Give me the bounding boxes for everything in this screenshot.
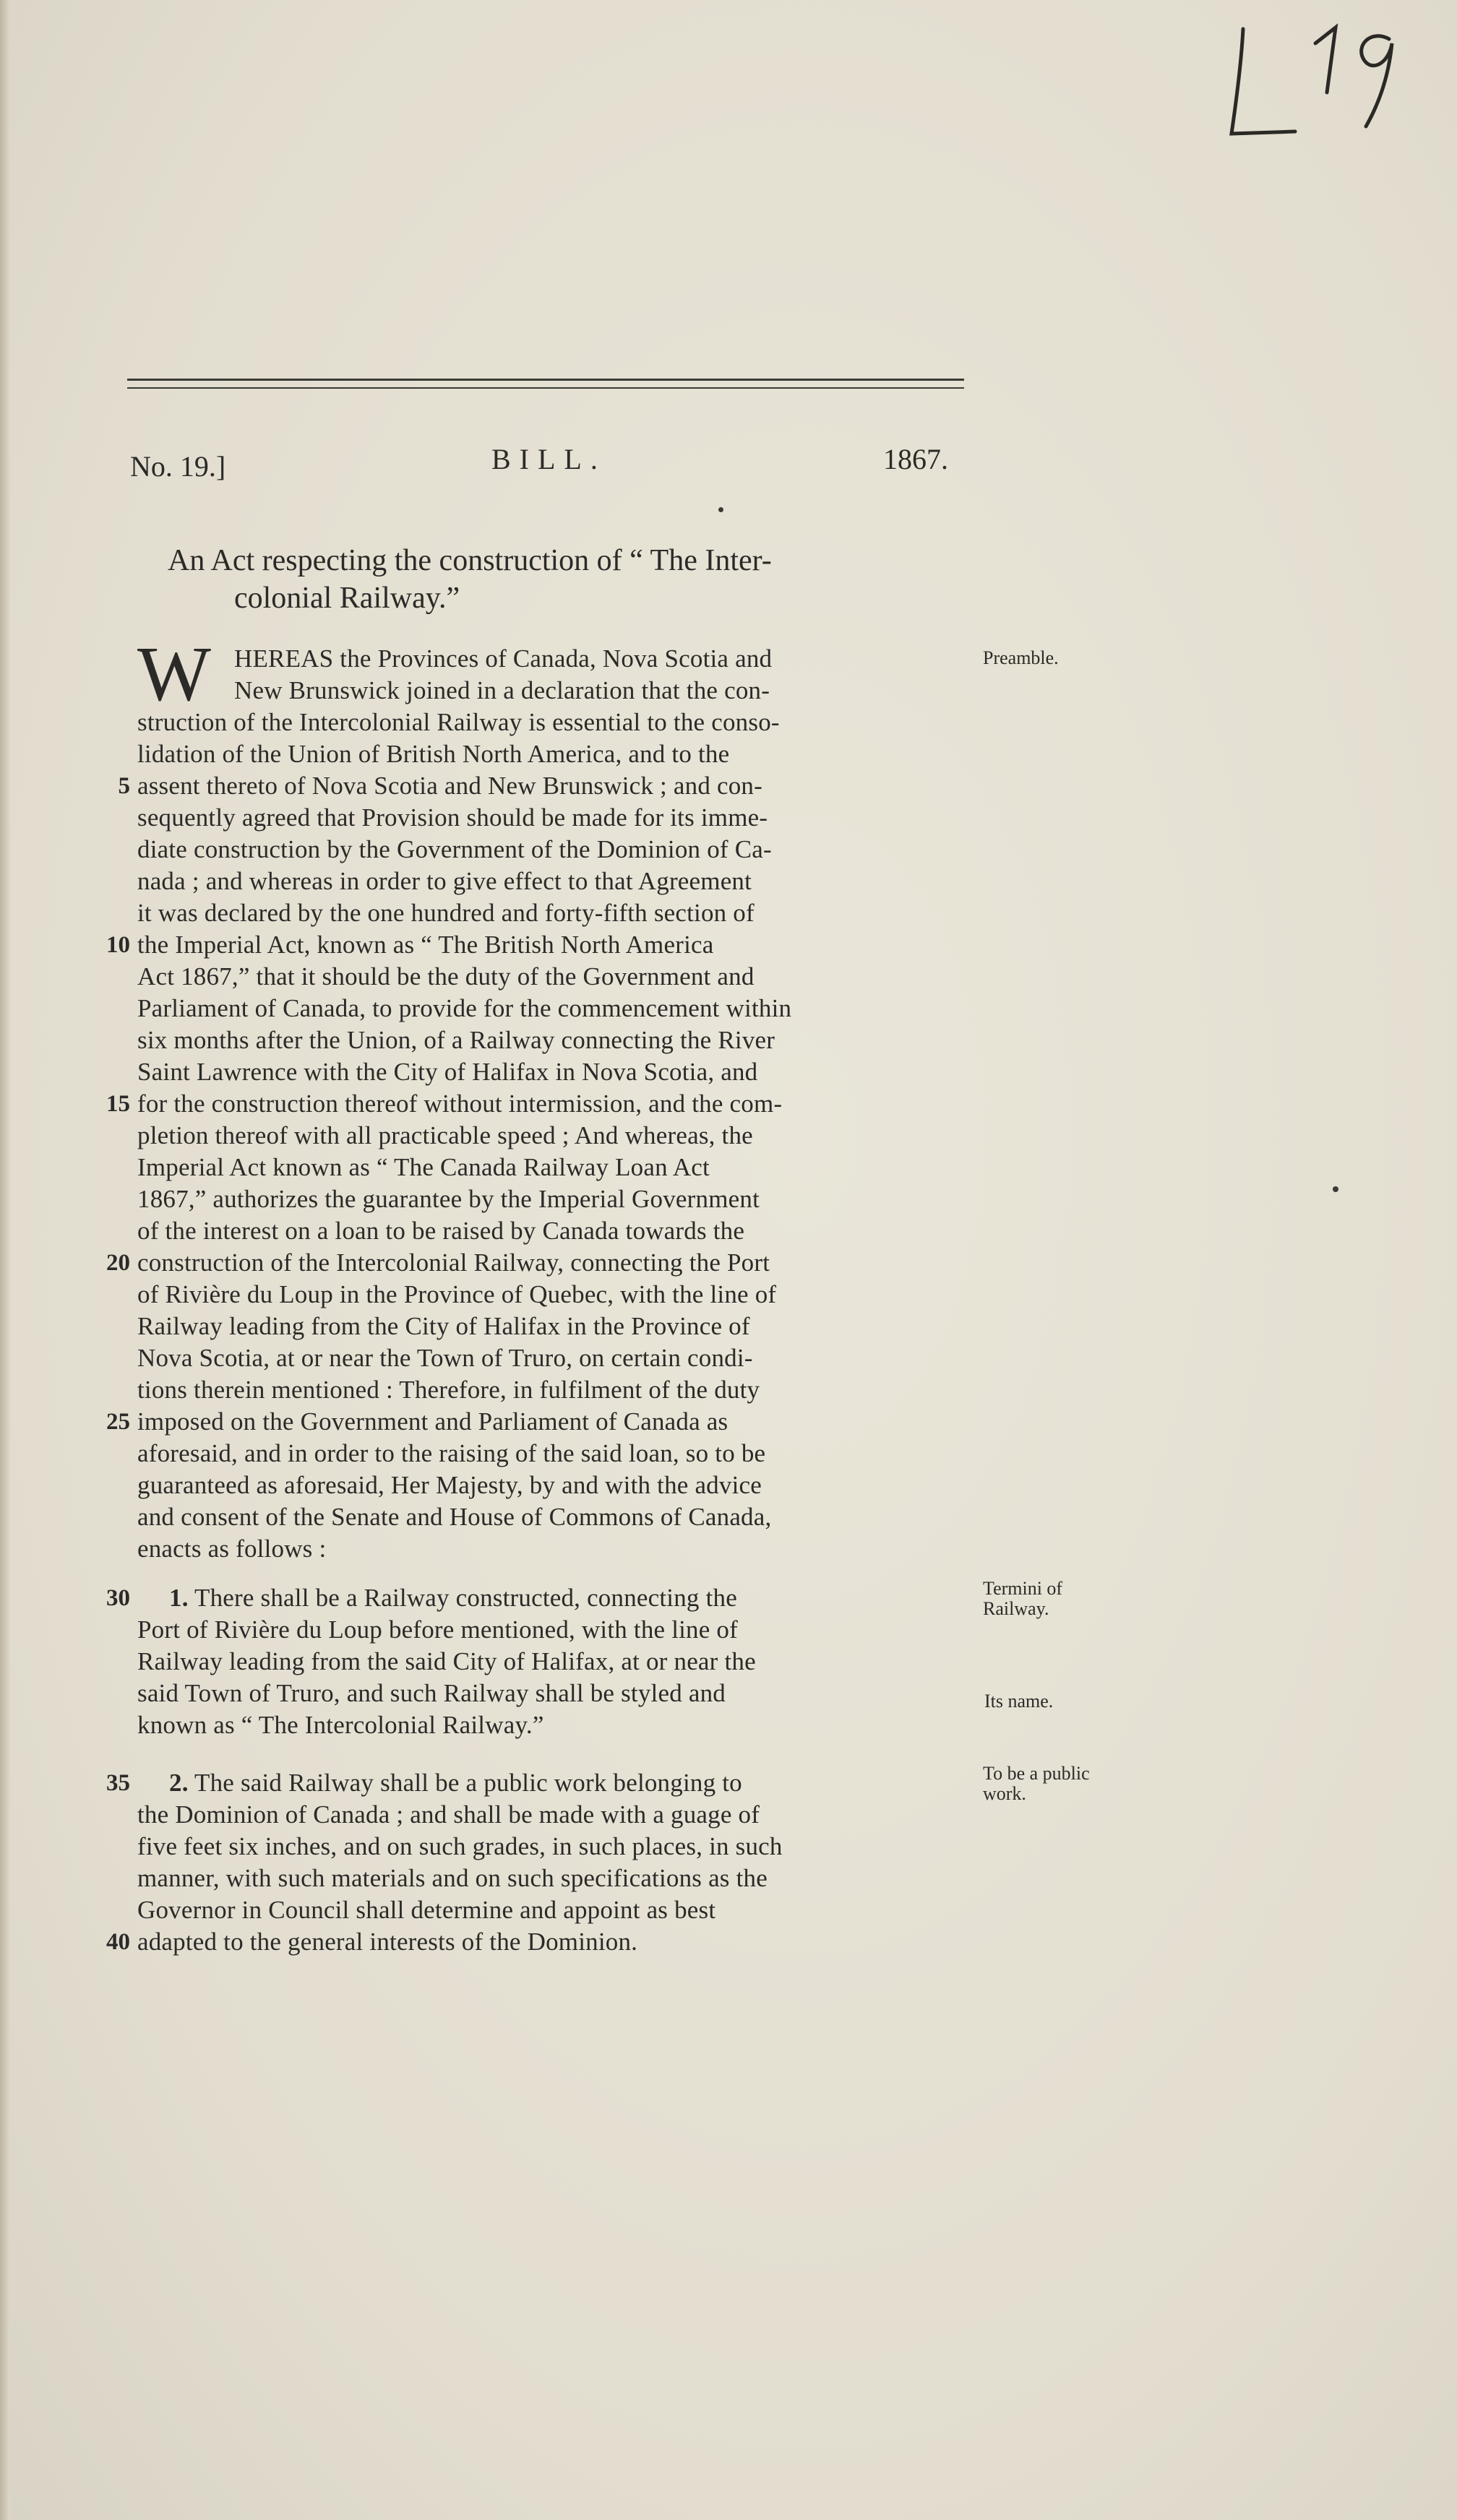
preamble-line: of Rivière du Loup in the Province of Quebec, with the line of <box>137 1280 777 1308</box>
handwritten-number <box>1200 7 1445 152</box>
line-number: 20 <box>106 1250 130 1276</box>
title-line: An Act respecting the construction of “ The Inter- <box>168 544 772 577</box>
margin-note-name: Its name. <box>984 1691 1054 1712</box>
preamble-line: Parliament of Canada, to provide for the commencement within <box>137 994 792 1022</box>
preamble-line: Saint Lawrence with the City of Halifax in Nova Scotia, and <box>137 1058 758 1086</box>
preamble-line: tions therein mentioned : Therefore, in fulfilment of the duty <box>137 1376 760 1404</box>
bill-title <box>168 542 977 617</box>
section-1-line: known as “ The Intercolonial Railway.” <box>137 1711 544 1739</box>
margin-note-public-work: To be a public <box>983 1763 1090 1784</box>
ink-speck <box>1333 1186 1338 1192</box>
preamble-line: Act 1867,” that it should be the duty of the Government and <box>137 962 755 991</box>
line-number: 35 <box>106 1770 130 1796</box>
section-text: There shall be a Railway constructed, connecting the <box>194 1584 737 1612</box>
line-number: 30 <box>106 1585 130 1611</box>
preamble-line: pletion thereof with all practicable speed ; And whereas, the <box>137 1121 753 1149</box>
header-rule-thick <box>127 379 964 381</box>
section-2-line: adapted to the general interests of the Dominion. <box>137 1928 638 1956</box>
section-1-line: Railway leading from the said City of Halifax, at or near the <box>137 1647 756 1675</box>
preamble-line: for the construction thereof without intermission, and the com- <box>137 1089 783 1118</box>
preamble-line: nada ; and whereas in order to give effect to that Agreement <box>137 867 752 895</box>
bill-heading: BILL. <box>491 443 606 475</box>
preamble-line: and consent of the Senate and House of Commons of Canada, <box>137 1503 772 1531</box>
preamble-line: of the interest on a loan to be raised by Canada towards the <box>137 1217 745 1245</box>
line-number: 40 <box>106 1929 130 1955</box>
bill-number: No. 19.] <box>130 450 226 483</box>
title-line: colonial Railway.” <box>234 582 460 615</box>
preamble-line: Nova Scotia, at or near the Town of Truro, on certain condi- <box>137 1344 753 1372</box>
section-2-line: manner, with such materials and on such specifications as the <box>137 1864 768 1892</box>
preamble-line: imposed on the Government and Parliament of Canada as <box>137 1407 728 1436</box>
line-number: 10 <box>106 932 130 958</box>
section-number: 1. <box>169 1584 189 1612</box>
section-text: The said Railway shall be a public work belonging to <box>194 1769 742 1797</box>
preamble-line: HEREAS the Provinces of Canada, Nova Scotia and <box>234 644 773 673</box>
section-number: 2. <box>169 1769 189 1797</box>
section-1-line: Port of Rivière du Loup before mentioned, with the line of <box>137 1615 738 1644</box>
handwritten-number-ink <box>1200 7 1445 152</box>
bill-year: 1867. <box>883 443 948 475</box>
preamble-line: it was declared by the one hundred and forty-fifth section of <box>137 899 755 927</box>
section-2-line <box>169 1767 742 1799</box>
preamble-line: lidation of the Union of British North America, and to the <box>137 740 730 768</box>
preamble-line: Railway leading from the City of Halifax in the Province of <box>137 1312 750 1340</box>
margin-note-public-work: work. <box>983 1783 1026 1804</box>
preamble-line: aforesaid, and in order to the raising of the said loan, so to be <box>137 1439 766 1467</box>
line-number: 15 <box>106 1091 130 1117</box>
line-number: 5 <box>118 773 130 799</box>
preamble-line: the Imperial Act, known as “ The British North America <box>137 931 714 959</box>
preamble-line: six months after the Union, of a Railway connecting the River <box>137 1026 775 1054</box>
margin-note-preamble: Preamble. <box>983 647 1059 668</box>
margin-note-termini: Railway. <box>983 1598 1049 1619</box>
preamble-line: New Brunswick joined in a declaration that the con- <box>234 676 770 704</box>
section-2-line: the Dominion of Canada ; and shall be made with a guage of <box>137 1800 760 1829</box>
header-rule-thin <box>127 387 964 389</box>
preamble-line: Imperial Act known as “ The Canada Railway Loan Act <box>137 1153 710 1181</box>
preamble-line: construction of the Intercolonial Railway, connecting the Port <box>137 1248 770 1277</box>
ink-speck <box>718 507 723 512</box>
preamble-line: struction of the Intercolonial Railway is essential to the conso- <box>137 708 780 736</box>
preamble-line: assent thereto of Nova Scotia and New Brunswick ; and con- <box>137 772 762 800</box>
preamble-line: diate construction by the Government of the Dominion of Ca- <box>137 835 772 863</box>
section-2-line: Governor in Council shall determine and appoint as best <box>137 1896 716 1924</box>
preamble-line: guaranteed as aforesaid, Her Majesty, by and with the advice <box>137 1471 762 1499</box>
preamble-line: 1867,” authorizes the guarantee by the Imperial Government <box>137 1185 760 1213</box>
drop-cap: W <box>137 631 211 717</box>
section-1-line: said Town of Truro, and such Railway shall be styled and <box>137 1679 726 1707</box>
line-number: 25 <box>106 1409 130 1435</box>
section-1-line <box>169 1582 737 1614</box>
preamble-line: sequently agreed that Provision should be made for its imme- <box>137 803 768 832</box>
section-2-line: five feet six inches, and on such grades, in such places, in such <box>137 1832 783 1860</box>
page-edge-shadow <box>0 0 10 2520</box>
preamble-line: enacts as follows : <box>137 1535 327 1563</box>
margin-note-termini: Termini of <box>983 1578 1063 1599</box>
